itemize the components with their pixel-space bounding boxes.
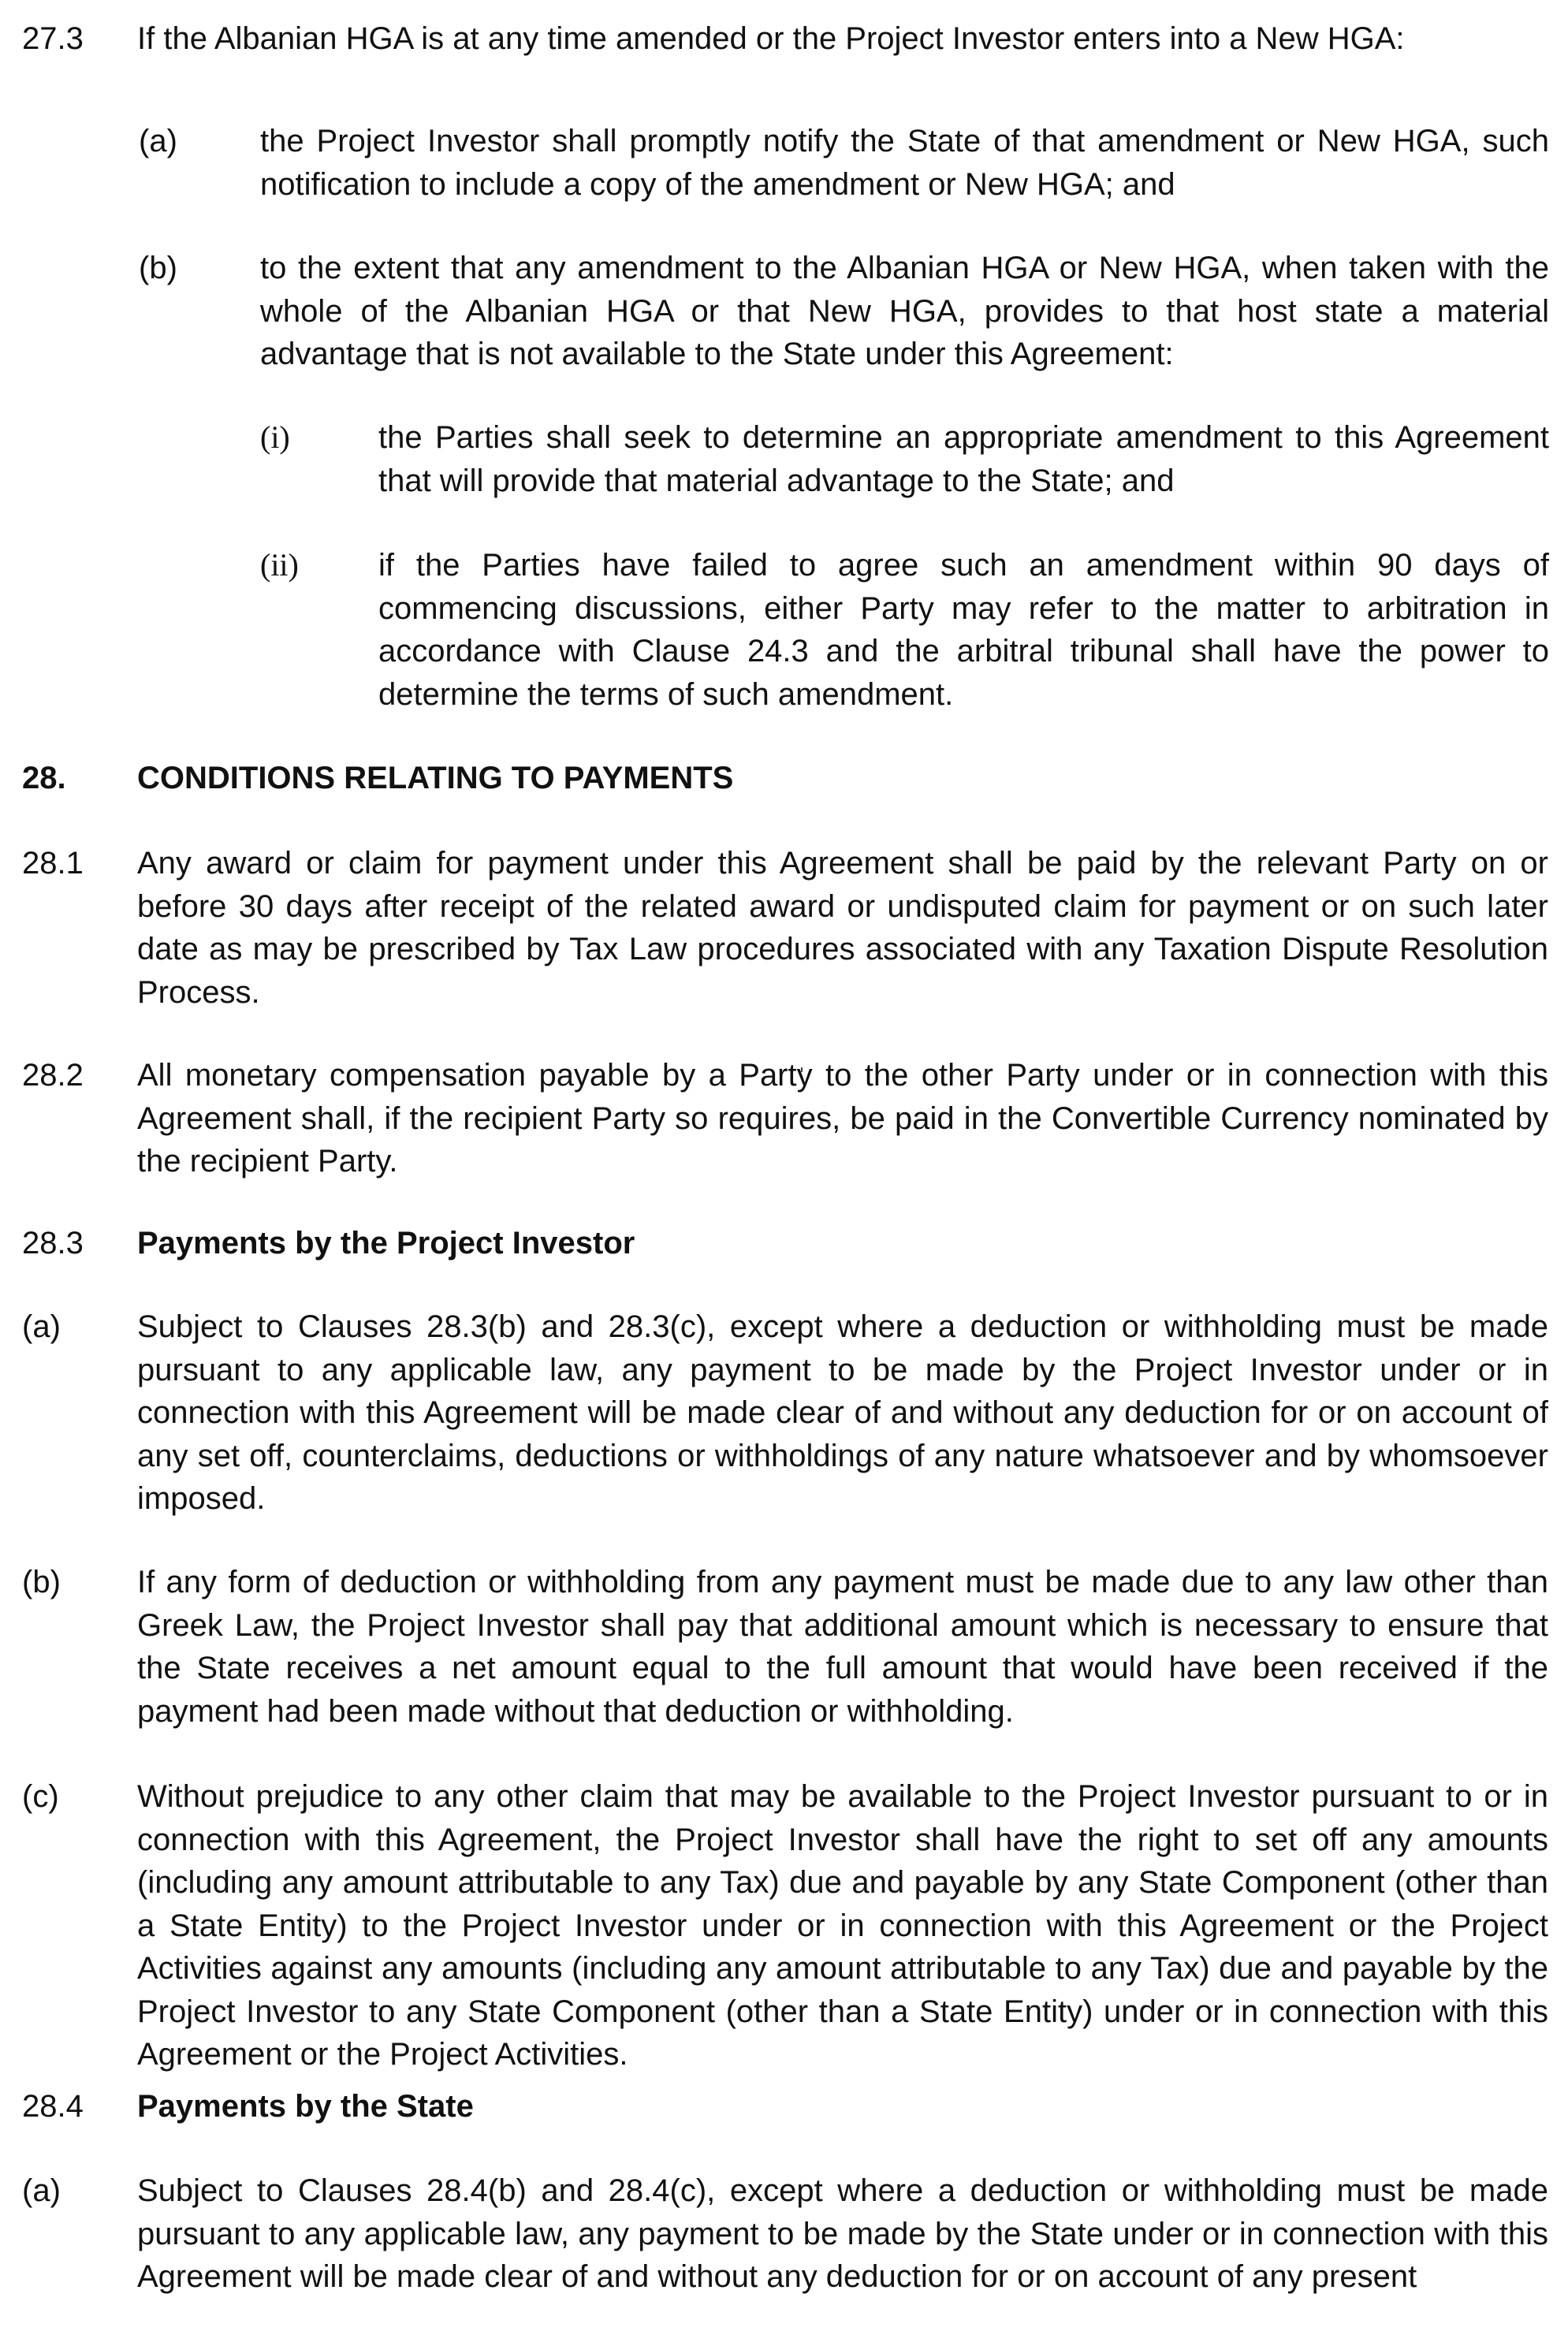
clause-text: Without prejudice to any other claim that may be available to the Project Investor pursuant to or in connection with this Agreement, the Project Investor shall have the right to set off any amounts (including any amount attributable to any Tax) due and payable by any State Component (other than a State Entity) to the Project Investor under or in connection with this Agreement or the Project Activities against any amounts (including any amount attributable to any Tax) due and payable by the Project Investor to any State Component (other than a State Entity) under or in connection with this Agreement or the Project Activities. — [137, 1779, 1548, 2072]
clause-number: (ii) — [260, 547, 299, 583]
subsection-title: Payments by the Project Investor — [137, 1226, 635, 1260]
clause-number: 28.4 — [22, 2089, 84, 2124]
clause-text: to the extent that any amendment to the Albanian HGA or New HGA, when taken with the whole of the Albanian HGA or that New HGA, provides to that host state a material advantage that is not available to the State under this Agreement: — [260, 251, 1549, 371]
clause-number: (b) — [139, 251, 177, 285]
clause-number: (a) — [22, 1309, 61, 1344]
clause-number: (c) — [22, 1779, 59, 1814]
subsection-title: Payments by the State — [137, 2089, 474, 2124]
clause-number: 28.2 — [22, 1058, 84, 1093]
clause-number: 28.1 — [22, 846, 84, 881]
section-number: 28. — [22, 761, 66, 795]
clause-text: the Parties shall seek to determine an appropriate amendment to this Agreement that will provide that material advantage to the State; and — [378, 420, 1549, 498]
clause-text: Subject to Clauses 28.3(b) and 28.3(c), except where a deduction or withholding must be made pursuant to any applicable law, any payment to be made by the Project Investor under or in connection with this Agreement will be made clear of and without any deduction for or on account of any set off, counterclaims, deductions or withholdings of any nature whatsoever and by whomsoever imposed. — [137, 1309, 1548, 1516]
clause-number: (b) — [22, 1565, 61, 1599]
clause-text: All monetary compensation payable by a Party to the other Party under or in connection with this Agreement shall, if the recipient Party so requires, be paid in the Convertible Currency nominated by the recipient Party. — [137, 1058, 1548, 1179]
clause-number: (a) — [139, 124, 177, 158]
clause-text: If any form of deduction or withholding from any payment must be made due to any law other than Greek Law, the Project Investor shall pay that additional amount which is necessary to ensure that the State receives a net amount equal to the full amount that would have been received if the payment had been made without that deduction or withholding. — [137, 1565, 1548, 1729]
clause-text: Any award or claim for payment under this Agreement shall be paid by the relevant Party on or before 30 days after receipt of the related award or undisputed claim for payment or on such later date as may be prescribed by Tax Law procedures associated with any Taxation Dispute Resolution Process. — [137, 846, 1548, 1010]
clause-text: Subject to Clauses 28.4(b) and 28.4(c), except where a deduction or withholding must be made pursuant to any applicable law, any payment to be made by the State under or in connection with this Agreement will be made clear of and without any deduction for or on account of any present — [137, 2173, 1548, 2294]
clause-number: (i) — [260, 419, 290, 455]
clause-text: if the Parties have failed to agree such an amendment within 90 days of commencing discussions, either Party may refer to the matter to arbitration in accordance with Clause 24.3 and the arbitral tribunal shall have the power to determine the terms of such amendment. — [378, 548, 1549, 712]
clause-text: If the Albanian HGA is at any time amended or the Project Investor enters into a New HGA: — [137, 21, 1405, 56]
clause-text: the Project Investor shall promptly notify the State of that amendment or New HGA, such notification to include a copy of the amendment or New HGA; and — [260, 124, 1549, 202]
clause-number: 28.3 — [22, 1226, 84, 1260]
clause-number: (a) — [22, 2173, 61, 2208]
section-title: CONDITIONS RELATING TO PAYMENTS — [137, 761, 734, 795]
clause-number: 27.3 — [22, 21, 84, 56]
